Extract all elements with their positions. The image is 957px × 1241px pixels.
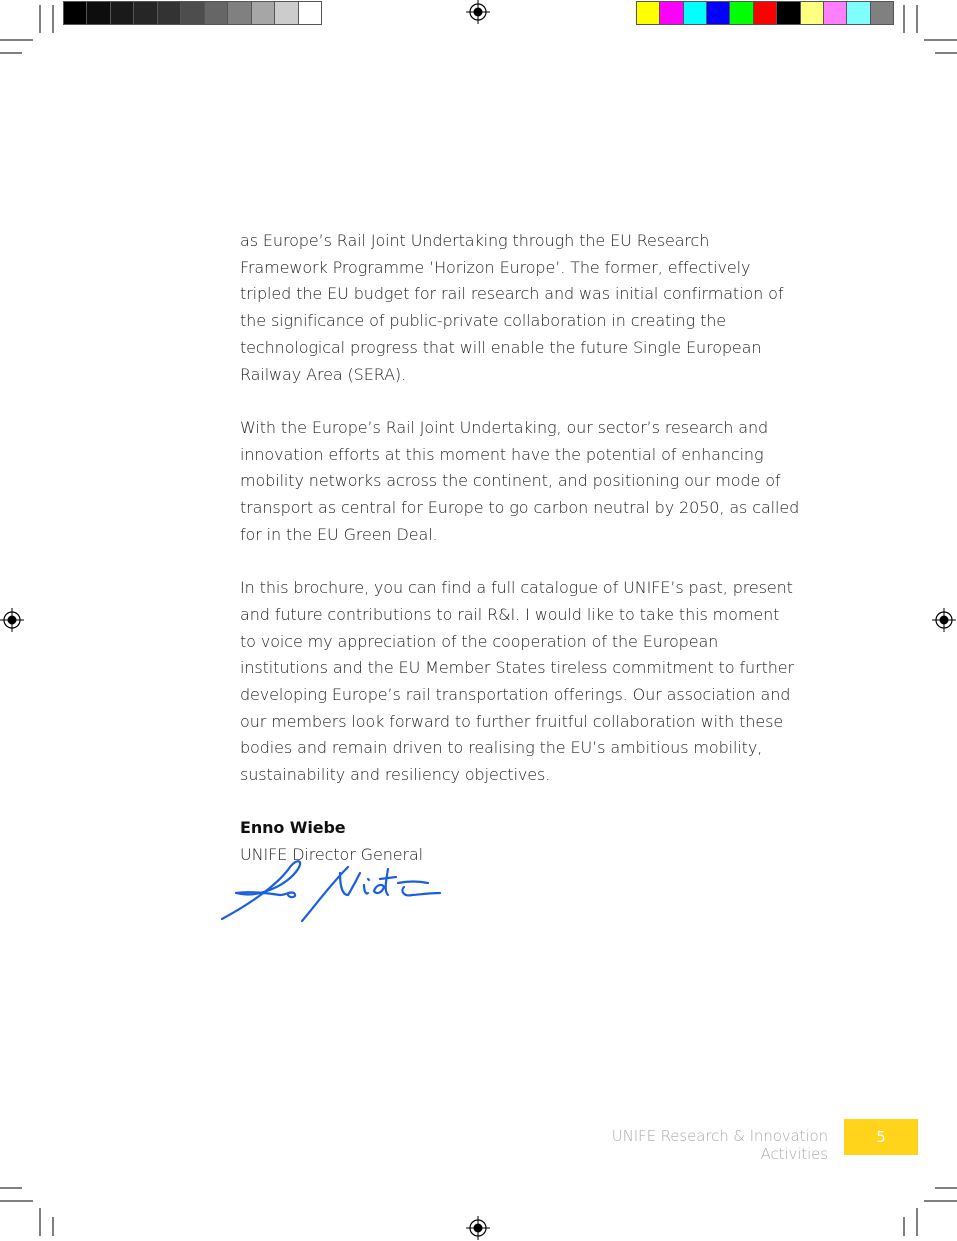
color-swatch	[754, 2, 777, 24]
color-swatch	[64, 2, 87, 24]
color-swatch	[158, 2, 181, 24]
paragraph-1: as Europe’s Rail Joint Undertaking through the EU Research Framework Programme ’Horizon Europe’. The former, effectively tripled the EU budget for rail research and was initial confirmation of the significance of public-private collaboration in creating the technological progress that will enable the future Single European Railway Area (SERA).	[240, 231, 784, 384]
color-swatch	[252, 2, 275, 24]
color-swatch	[824, 2, 847, 24]
color-swatch	[275, 2, 298, 24]
process-color-bar	[636, 1, 894, 25]
gray-color-bar	[63, 1, 322, 25]
color-swatch	[181, 2, 204, 24]
color-swatch	[299, 2, 321, 24]
color-swatch	[847, 2, 870, 24]
color-swatch	[871, 2, 893, 24]
color-swatch	[777, 2, 800, 24]
paragraph-2: With the Europe’s Rail Joint Undertaking, our sector’s research and innovation efforts at this moment have the potential of enhancing mobility networks across the continent, and positioning our mode of transport as central for Europe to go carbon neutral by 2050, as called for in the EU Green Deal.	[240, 417, 800, 544]
color-swatch	[684, 2, 707, 24]
page-number: 5	[876, 1128, 886, 1146]
registration-mark-bottom	[466, 1216, 490, 1240]
color-swatch	[228, 2, 251, 24]
color-swatch	[111, 2, 134, 24]
page-number-badge	[844, 1119, 918, 1155]
color-swatch	[205, 2, 228, 24]
registration-mark-right	[932, 608, 956, 632]
color-swatch	[660, 2, 683, 24]
signatory-role: UNIFE Director General	[240, 845, 424, 865]
signatory-name: Enno Wiebe	[240, 818, 346, 838]
color-swatch	[637, 2, 660, 24]
handwritten-signature	[218, 855, 448, 927]
color-swatch	[134, 2, 157, 24]
color-swatch	[730, 2, 753, 24]
footer-publication-title: UNIFE Research & Innovation Activities	[611, 1127, 828, 1163]
registration-mark-top	[466, 0, 490, 24]
registration-mark-left	[0, 608, 24, 632]
letter-body	[240, 228, 800, 869]
color-swatch	[707, 2, 730, 24]
paragraph-3: In this brochure, you can find a full catalogue of UNIFE’s past, present and future contributions to rail R&I. I would like to take this moment to voice my appreciation of the cooperation of the European institutions and the EU Member States tireless commitment to further developing Europe’s rail transportation offerings. Our association and our members look forward to further fruitful collaboration with these bodies and remain driven to realising the EU’s ambitious mobility, sustainability and resiliency objectives.	[240, 578, 795, 785]
color-swatch	[87, 2, 110, 24]
color-swatch	[801, 2, 824, 24]
